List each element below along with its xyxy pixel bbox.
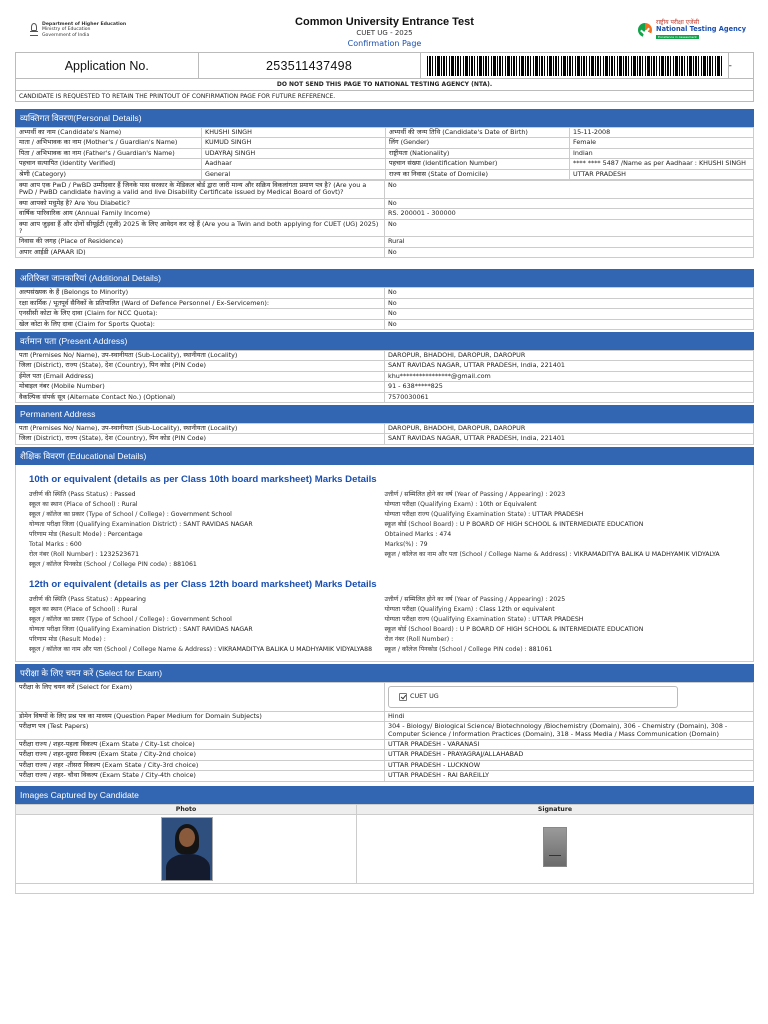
edu-field-value: Appearing (114, 595, 146, 603)
field-label: पता (Premises No/ Name), उप-स्थानीयता (Sub-Locality), स्थानीयता (Locality) (16, 350, 385, 360)
nta-hindi: राष्ट्रीय परीक्षा एजेंसी (656, 19, 700, 26)
field-label: ईमेल पता (Email Address) (16, 371, 385, 381)
select-exam-cell (385, 682, 754, 711)
field-value: KUMUD SINGH (202, 138, 386, 148)
field-label: जिला (District), राज्य (State), देश (Country), पिन कोड (PIN Code) (16, 434, 385, 444)
edu-field (385, 625, 733, 635)
additional-row (16, 309, 754, 319)
edu-field (385, 615, 733, 625)
field-label: अपार आईडी (APAAR ID) (16, 247, 385, 257)
present-address-row (16, 392, 754, 402)
edu-field-label: उत्तीर्ण की स्थिति (Pass Status) : (29, 490, 115, 498)
retain-notice: CANDIDATE IS REQUESTED TO RETAIN THE PRINTOUT OF CONFIRMATION PAGE FOR FUTURE REFERENCE. (15, 91, 754, 102)
edu-field-label: योग्यता परीक्षा राज्य (Qualifying Examination State) : (384, 615, 533, 623)
edu-field-label: स्कूल बोर्ड (School Board) : (384, 625, 460, 633)
edu-field (385, 540, 733, 550)
application-number-table (15, 52, 754, 79)
select-exam-label: परीक्षा के लिए चयन करें (Select for Exam) (16, 682, 385, 711)
edu-field-value: U P BOARD OF HIGH SCHOOL & INTERMEDIATE EDUCATION (459, 625, 644, 633)
field-value: KHUSHI SINGH (202, 128, 386, 138)
field-label: राष्ट्रीयता (Nationality) (386, 148, 570, 158)
photo-column-header: Photo (16, 804, 357, 814)
edu-field-value: Government School (170, 615, 232, 623)
field-label: एनसीसी कोटा के लिए दावा (Claim for NCC Quota): (16, 309, 385, 319)
nta-slogan: Excellence in Assessment (658, 35, 697, 39)
class10-pincode: स्कूल / कॉलेज पिनकोड (School / College PIN code) : 881061 (29, 560, 197, 568)
footer-spacer (15, 884, 754, 894)
field-value: No (385, 219, 754, 237)
nta-english: National Testing Agency (656, 25, 746, 33)
personal-row (16, 247, 754, 257)
exam-row (16, 771, 754, 781)
additional-details-table (15, 287, 754, 330)
edu-field (385, 605, 733, 615)
edu-field (385, 645, 733, 655)
permanent-address-row (16, 423, 754, 433)
exam-selection-table (15, 682, 754, 782)
additional-details-heading: अतिरिक्त जानकारियां (Additional Details) (15, 269, 754, 287)
field-value: No (385, 247, 754, 257)
exam-row (16, 760, 754, 770)
edu-field-label: योग्यता परीक्षा राज्य (Qualifying Examination State) : (384, 510, 533, 518)
edu-field-value: UTTAR PRADESH (532, 510, 584, 518)
field-value: khu****************@gmail.com (385, 371, 754, 381)
present-address-heading: वर्तमान पता (Present Address) (15, 332, 754, 350)
permanent-address-table (15, 423, 754, 445)
field-label: पहचान संख्या (Identification Number) (386, 159, 570, 169)
field-label: क्या आप एक PwD / PwBD उम्मीदवार हैं जिनके पास सरकार के मेडिकल बोर्ड द्वारा जारी मान्य और सक्रिय विकलांगता प्रमाण पत्र है? (Are you a PwD / PwBD candidate having a valid and live Disability Certificate issued by Medical Board of Govt)? (16, 181, 385, 199)
field-value: DAROPUR, BHADOHI, DAROPUR, DAROPUR (385, 423, 754, 433)
images-table (15, 804, 754, 884)
edu-field-value: U P BOARD OF HIGH SCHOOL & INTERMEDIATE EDUCATION (459, 520, 644, 528)
edu-field (29, 520, 377, 530)
field-label: रक्षा कार्मिक / भूतपूर्व सैनिकों के प्रतिपालित (Ward of Defence Personnel / Ex-Servicemen): (16, 298, 385, 308)
edu-field (385, 520, 733, 530)
page-header (15, 14, 754, 52)
edu-field-label: स्कूल / कॉलेज का नाम और पता (School / College Name & Address) : (384, 550, 574, 558)
edu-field-label: स्कूल का स्थान (Place of School) : (29, 500, 122, 508)
personal-row (16, 219, 754, 237)
edu-field-label: परिणाम मोड (Result Mode) : (29, 635, 106, 643)
candidate-signature (543, 827, 567, 867)
field-label: वैकल्पिक संपर्क सूत्र (Alternate Contact No.) (Optional) (16, 392, 385, 402)
edu-field (29, 615, 377, 625)
additional-row (16, 288, 754, 298)
field-label: श्रेणी (Category) (16, 169, 202, 179)
field-label: माता / अभिभावक का नाम (Mother's / Guardian's Name) (16, 138, 202, 148)
field-value: Indian (570, 148, 754, 158)
field-value: 15-11-2008 (570, 128, 754, 138)
edu-field-value: VIKRAMADITYA BALIKA U MADHYAMIK VIDYALYA (573, 550, 720, 558)
field-label: निवास की जगह (Place of Residence) (16, 237, 385, 247)
edu-field-label: स्कूल बोर्ड (School Board) : (384, 520, 460, 528)
application-number: 253511437498 (198, 53, 420, 79)
present-address-row (16, 361, 754, 371)
additional-row (16, 319, 754, 329)
field-label: अभ्यर्थी की जन्म तिथि (Candidate's Date of Birth) (386, 128, 570, 138)
personal-row (16, 198, 754, 208)
educational-details (15, 465, 754, 662)
field-label: लिंग (Gender) (386, 138, 570, 148)
personal-row (16, 159, 754, 169)
edu-field-value: Government School (170, 510, 232, 518)
personal-row (16, 148, 754, 158)
field-value: No (385, 288, 754, 298)
field-value: No (385, 309, 754, 319)
field-value: UTTAR PRADESH - PRAYAGRAJ/ALLAHABAD (385, 750, 754, 760)
edu-field-label: स्कूल / कॉलेज का प्रकार (Type of School / College) : (29, 615, 171, 623)
edu-field (385, 595, 733, 605)
field-value: No (385, 319, 754, 329)
edu-field-label: Obtained Marks : (384, 530, 440, 538)
edu-field-value: 2025 (549, 595, 566, 603)
gov-ministry: Ministry of Education (42, 27, 91, 33)
barcode-icon (427, 56, 722, 76)
present-address-row (16, 382, 754, 392)
field-value: UTTAR PRADESH - VARANASI (385, 739, 754, 749)
field-label: अभ्यर्थी का नाम (Candidate's Name) (16, 128, 202, 138)
edu-field (29, 510, 377, 520)
permanent-address-row (16, 434, 754, 444)
edu-field-value: Percentage (107, 530, 143, 538)
exam-row (16, 711, 754, 721)
personal-details-heading: व्यक्तिगत विवरण(Personal Details) (15, 109, 754, 127)
application-dash: - (728, 53, 753, 79)
gov-country: Government of India (42, 32, 90, 38)
edu-field-value: Rural (121, 500, 138, 508)
edu-field-value: 79 (419, 540, 428, 548)
personal-row (16, 169, 754, 179)
field-value: RS. 200001 - 300000 (385, 209, 754, 219)
edu-field-label: स्कूल का स्थान (Place of School) : (29, 605, 122, 613)
signature-column-header: Signature (357, 804, 754, 814)
edu-field-label: स्कूल / कॉलेज पिनकोड (School / College PIN code) : (384, 645, 529, 653)
nta-logo (638, 19, 746, 40)
edu-field-label: रोल नंबर (Roll Number) : (29, 550, 100, 558)
page-title: Common University Entrance Test (295, 16, 474, 28)
field-label: वार्षिक पारिवारिक आय (Annual Family Income) (16, 209, 385, 219)
edu-field-value: SANT RAVIDAS NAGAR (183, 625, 253, 633)
personal-details-extra-table (15, 180, 754, 258)
edu-field-label: परिणाम मोड (Result Mode) : (29, 530, 108, 538)
edu-field (29, 605, 377, 615)
exam-row (16, 722, 754, 740)
edu-field (29, 635, 377, 645)
field-value: SANT RAVIDAS NAGAR, UTTAR PRADESH, India, 221401 (385, 434, 754, 444)
edu-field (29, 550, 377, 560)
edu-field-label: योग्यता परीक्षा (Qualifying Exam) : (384, 605, 480, 613)
edu-field-value: SANT RAVIDAS NAGAR (183, 520, 253, 528)
edu-field-value: 2023 (549, 490, 566, 498)
field-value: UTTAR PRADESH - LUCKNOW (385, 760, 754, 770)
field-label: क्या आपको मधुमेह है? Are You Diabetic? (16, 198, 385, 208)
edu-field (29, 490, 377, 500)
field-value: Aadhaar (202, 159, 386, 169)
field-label: पिता / अभिभावक का नाम (Father's / Guardian's Name) (16, 148, 202, 158)
edu-field-value: Class 12th or equivalent (479, 605, 555, 613)
field-value: **** **** 5487 /Name as per Aadhaar : KHUSHI SINGH (570, 159, 754, 169)
field-label: पहचान सत्यापित (Identity Verified) (16, 159, 202, 169)
confirmation-title: Confirmation Page (347, 39, 422, 48)
edu-field-value: VIKRAMADITYA BALIKA U MADHYAMIK VIDYALYA88 (218, 645, 373, 653)
exam-subtitle: CUET UG - 2025 (356, 29, 413, 37)
field-value: UTTAR PRADESH (570, 169, 754, 179)
application-label: Application No. (16, 53, 199, 79)
edu-field-label: स्कूल / कॉलेज का नाम और पता (School / College Name & Address) : (29, 645, 219, 653)
edu-field-value: Rural (121, 605, 138, 613)
class12-title: 12th or equivalent (details as per Class 12th board marksheet) Marks Details (29, 578, 377, 590)
edu-field-value: 881061 (528, 645, 553, 653)
field-value: No (385, 198, 754, 208)
field-label: राज्य का निवास (State of Domicile) (386, 169, 570, 179)
edu-field (385, 510, 733, 520)
field-label: डोमेन विषयों के लिए प्रश्न पत्र का माध्यम (Question Paper Medium for Domain Subjects) (16, 711, 385, 721)
edu-field (29, 595, 377, 605)
additional-row (16, 298, 754, 308)
personal-row (16, 237, 754, 247)
field-label: जिला (District), राज्य (State), देश (Country), पिन कोड (PIN Code) (16, 361, 385, 371)
checkbox-checked-icon[interactable] (399, 693, 407, 701)
edu-field-label: उत्तीर्ण की स्थिति (Pass Status) : (29, 595, 115, 603)
edu-field-label: स्कूल / कॉलेज का प्रकार (Type of School / College) : (29, 510, 171, 518)
field-value: Female (570, 138, 754, 148)
field-value: 7570030061 (385, 392, 754, 402)
edu-field (29, 645, 377, 655)
edu-field-value: Passed (114, 490, 136, 498)
personal-row (16, 181, 754, 199)
nta-check-icon (638, 23, 652, 37)
edu-field-value: 474 (439, 530, 452, 538)
candidate-photo (161, 817, 213, 881)
permanent-address-heading: Permanent Address (15, 405, 754, 423)
edu-field (29, 625, 377, 635)
personal-row (16, 128, 754, 138)
barcode-cell (420, 53, 728, 79)
educational-details-heading: शैक्षिक विवरण (Educational Details) (15, 447, 754, 465)
edu-field-value: 600 (69, 540, 82, 548)
edu-field-value: UTTAR PRADESH (532, 615, 584, 623)
exam-row (16, 750, 754, 760)
field-value: No (385, 181, 754, 199)
edu-field (385, 530, 733, 540)
field-label: अल्पसंख्यक के हैं (Belongs to Minority) (16, 288, 385, 298)
edu-field (29, 530, 377, 540)
edu-field-label: Marks(%) : (384, 540, 420, 548)
edu-field-label: Total Marks : (29, 540, 70, 548)
field-value: 91 - 638*****825 (385, 382, 754, 392)
edu-field (29, 500, 377, 510)
confirmation-page (15, 14, 754, 894)
field-value: UDAYRAJ SINGH (202, 148, 386, 158)
edu-field-value: 1232523671 (99, 550, 140, 558)
do-not-send-notice: DO NOT SEND THIS PAGE TO NATIONAL TESTING AGENCY (NTA). (15, 79, 754, 91)
field-value: DAROPUR, BHADOHI, DAROPUR, DAROPUR (385, 350, 754, 360)
class10-title: 10th or equivalent (details as per Class 10th board marksheet) Marks Details (29, 473, 377, 485)
edu-field (385, 550, 733, 560)
edu-field (385, 500, 733, 510)
present-address-row (16, 350, 754, 360)
field-value: General (202, 169, 386, 179)
gov-dept: Department of Higher Education (42, 22, 127, 27)
edu-field (385, 490, 733, 500)
edu-field-label: उत्तीर्ण / सम्मिलित होने का वर्ष (Year of Passing / Appearing) : (384, 595, 550, 603)
field-value: Hindi (385, 711, 754, 721)
present-address-table (15, 350, 754, 403)
edu-field-label: योग्यता परीक्षा जिला (Qualifying Examination District) : (29, 625, 184, 633)
field-label: परीक्षा राज्य / शहर -तीसरा विकल्प (Exam State / City-3rd choice) (16, 760, 385, 770)
edu-field-label: योग्यता परीक्षा जिला (Qualifying Examination District) : (29, 520, 184, 528)
exam-row (16, 739, 754, 749)
personal-row (16, 209, 754, 219)
personal-row (16, 138, 754, 148)
edu-field-label: योग्यता परीक्षा (Qualifying Exam) : (384, 500, 480, 508)
field-label: परीक्षा राज्य / शहर- चौथा विकल्प (Exam State / City-4th choice) (16, 771, 385, 781)
edu-field-label: रोल नंबर (Roll Number) : (384, 635, 454, 643)
exam-selection-heading: परीक्षा के लिए चयन करें (Select for Exam) (15, 664, 754, 682)
field-value: Rural (385, 237, 754, 247)
edu-field-value: 10th or Equivalent (479, 500, 537, 508)
field-label: परीक्षा राज्य / शहर-पहला विकल्प (Exam State / City-1st choice) (16, 739, 385, 749)
field-value: 304 - Biology/ Biological Science/ Biotechnology /Biochemistry (Domain), 306 - Chemistry (Domain), 308 - Computer Science / Information Practices (Domain), 318 - Mass Media / Mass Communication (Domain) (385, 722, 754, 740)
personal-details-table (15, 127, 754, 180)
field-label: परीक्षा राज्य / शहर-दूसरा विकल्प (Exam State / City-2nd choice) (16, 750, 385, 760)
field-label: मोबाइल नंबर (Mobile Number) (16, 382, 385, 392)
field-label: पता (Premises No/ Name), उप-स्थानीयता (Sub-Locality), स्थानीयता (Locality) (16, 423, 385, 433)
field-label: परीक्षण पत्र (Test Papers) (16, 722, 385, 740)
cuet-ug-option[interactable] (388, 686, 678, 708)
cuet-ug-label: CUET UG (410, 692, 439, 701)
edu-field-label: उत्तीर्ण / सम्मिलित होने का वर्ष (Year of Passing / Appearing) : (384, 490, 550, 498)
edu-field (385, 635, 733, 645)
present-address-row (16, 371, 754, 381)
field-label: क्या आप जुड़वा हैं और दोनों सीयूईटी (यूजी) 2025 के लिए आवेदन कर रहे हैं (Are you a Twin and both applying for CUET (UG) 2025) ? (16, 219, 385, 237)
field-label: खेल कोटा के लिए दावा (Claim for Sports Quota): (16, 319, 385, 329)
edu-field (29, 540, 377, 550)
field-value: UTTAR PRADESH - RAI BAREILLY (385, 771, 754, 781)
images-heading: Images Captured by Candidate (15, 786, 754, 804)
field-value: No (385, 298, 754, 308)
field-value: SANT RAVIDAS NAGAR, UTTAR PRADESH, India, 221401 (385, 361, 754, 371)
